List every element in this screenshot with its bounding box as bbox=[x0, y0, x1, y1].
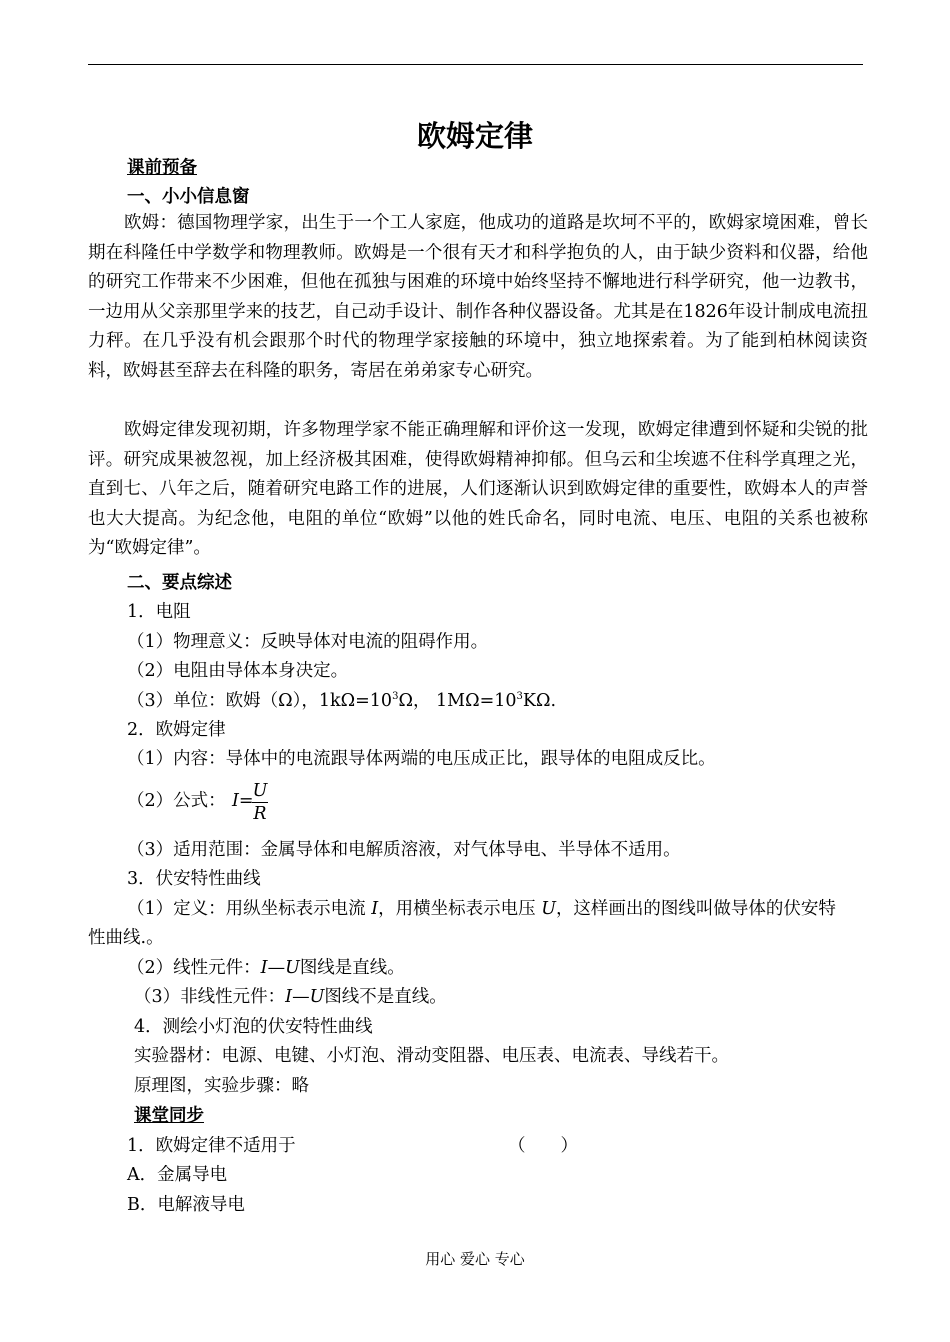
symbol-I: I bbox=[260, 958, 268, 978]
question-1-option-b: B．电解液导电 bbox=[127, 1195, 245, 1215]
section-class-heading: 课堂同步 bbox=[134, 1106, 204, 1126]
def-text-c: ，这样画出的图线叫做导体的伏安特 bbox=[555, 899, 836, 919]
nonlinear-text: 图线不是直线。 bbox=[324, 987, 447, 1007]
point-1-3 bbox=[127, 689, 556, 713]
point-1-2: （2）电阻由导体本身决定。 bbox=[127, 661, 349, 681]
dash: — bbox=[292, 987, 310, 1007]
exponent-1: 3 bbox=[392, 691, 399, 703]
symbol-U: U bbox=[309, 987, 325, 1007]
unit-text-a: （3）单位：欧姆（Ω），1kΩ=10 bbox=[127, 691, 393, 711]
unit-text-c: KΩ. bbox=[522, 691, 557, 711]
exponent-2: 3 bbox=[516, 691, 523, 703]
symbol-U: U bbox=[285, 958, 300, 978]
formula-denominator: R bbox=[253, 804, 267, 824]
formula-left bbox=[232, 789, 254, 813]
section2-heading: 二、要点综述 bbox=[127, 573, 232, 593]
def-text-b: ，用横坐标表示电压 bbox=[378, 899, 542, 919]
point-4-2: 原理图，实验步骤：略 bbox=[134, 1076, 309, 1096]
point-3: 3．伏安特性曲线 bbox=[127, 869, 261, 889]
point-2: 2．欧姆定律 bbox=[127, 720, 226, 740]
linear-text: 图线是直线。 bbox=[299, 958, 405, 978]
point-1-1: （1）物理意义：反映导体对电流的阻碍作用。 bbox=[127, 632, 489, 652]
symbol-U: U bbox=[541, 899, 556, 919]
unit-text-b: Ω， 1MΩ=10 bbox=[398, 691, 517, 711]
page-title: 欧姆定律 bbox=[416, 119, 533, 153]
question-1-option-a: A．金属导电 bbox=[127, 1165, 228, 1185]
formula-lhs: I= bbox=[232, 791, 254, 811]
formula-numerator: U bbox=[252, 781, 268, 801]
point-1: 1．电阻 bbox=[127, 602, 191, 622]
def-text-a: （1）定义：用纵坐标表示电流 bbox=[127, 899, 372, 919]
question-1-answer-bracket: （ ） bbox=[508, 1136, 578, 1156]
point-2-1: （1）内容：导体中的电流跟导体两端的电压成正比，跟导体的电阻成反比。 bbox=[127, 749, 716, 769]
point-3-3 bbox=[134, 985, 447, 1009]
symbol-I: I bbox=[285, 987, 293, 1007]
point-2-2-label: （2）公式： bbox=[127, 791, 226, 811]
header-rule bbox=[88, 64, 863, 65]
point-3-2 bbox=[127, 956, 405, 980]
question-1-stem: 1．欧姆定律不适用于 bbox=[127, 1136, 296, 1156]
point-3-1-continued: 性曲线.。 bbox=[88, 928, 164, 948]
point-4-1: 实验器材：电源、电键、小灯泡、滑动变阻器、电压表、电流表、导线若干。 bbox=[134, 1046, 729, 1066]
linear-label: （2）线性元件： bbox=[127, 958, 261, 978]
nonlinear-label: （3）非线性元件： bbox=[134, 987, 286, 1007]
point-4: 4．测绘小灯泡的伏安特性曲线 bbox=[134, 1017, 373, 1037]
formula-fraction bbox=[252, 780, 268, 825]
symbol-I: I bbox=[371, 899, 379, 919]
point-3-1 bbox=[127, 897, 836, 921]
dash: — bbox=[267, 958, 286, 978]
page-footer: 用心 爱心 专心 bbox=[425, 1250, 525, 1268]
point-2-3: （3）适用范围：金属导体和电解质溶液，对气体导电、半导体不适用。 bbox=[127, 840, 681, 860]
section1-paragraph-2: 欧姆定律发现初期，许多物理学家不能正确理解和评价这一发现，欧姆定律遭到怀疑和尖锐的批评。研究成果被忽视，加上经济极其困难，使得欧姆精神抑郁。但乌云和尘埃遮不住科学真理之光，直到七、八年之后，随着研究电路工作的进展，人们逐渐认识到欧姆定律的重要性，欧姆本人的声誉也大大提高。为纪念他，电阻的单位“欧姆”以他的姓氏命名，同时电流、电压、电阻的关系也被称为“欧姆定律”。 bbox=[88, 420, 868, 559]
section1-heading: 一、小小信息窗 bbox=[127, 187, 250, 207]
section1-paragraph-1: 欧姆：德国物理学家，出生于一个工人家庭，他成功的道路是坎坷不平的，欧姆家境困难，曾长期在科隆任中学数学和物理教师。欧姆是一个很有天才和科学抱负的人，由于缺少资料和仪器，给他的研究工作带来不少困难，但他在孤独与困难的环境中始终坚持不懈地进行科学研究，他一边教书，一边用从父亲那里学来的技艺，自己动手设计、制作各种仪器设备。尤其是在1826年设计制成电流扭力秤。在几乎没有机会跟那个时代的物理学家接触的环境中，独立地探索着。为了能到柏林阅读资料，欧姆甚至辞去在科隆的职务，寄居在弟弟家专心研究。 bbox=[88, 213, 868, 381]
section-pre-heading: 课前预备 bbox=[127, 158, 197, 178]
